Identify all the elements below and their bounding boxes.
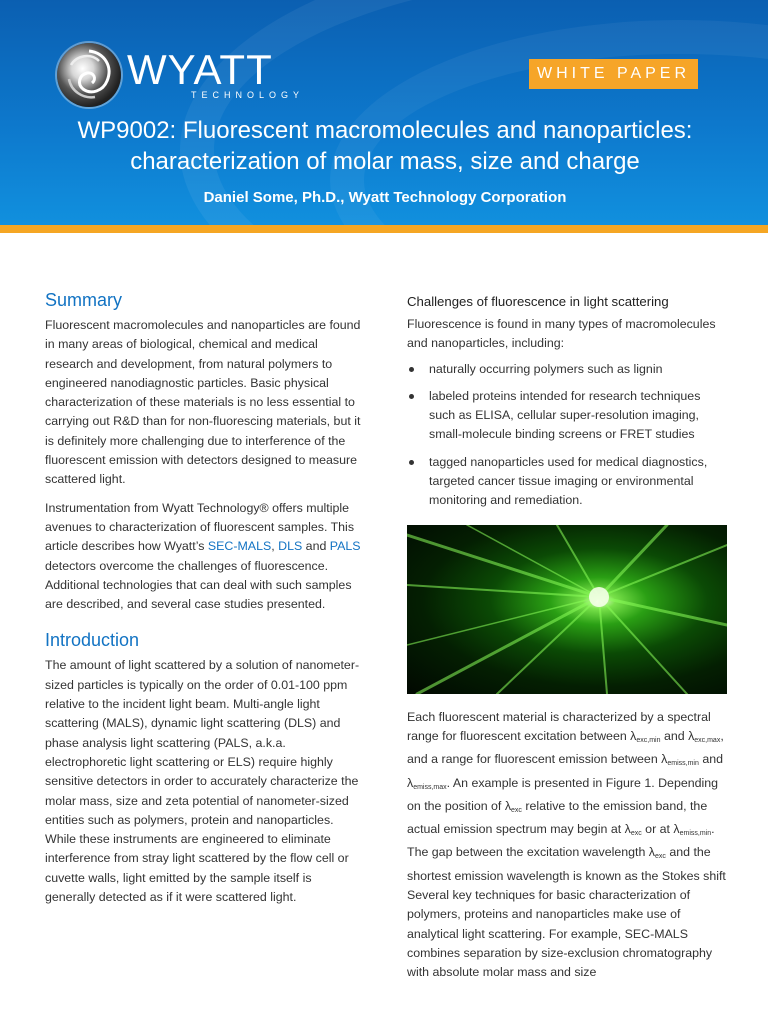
- lambda-symbol: λ: [630, 728, 637, 743]
- spectral-text: Each fluorescent material is characterized by a spectral range for fluorescent excitation between: [407, 709, 711, 743]
- header-accent-bar: [0, 225, 768, 233]
- logo-swirl-icon: [57, 43, 121, 107]
- bullet-icon: [409, 460, 414, 465]
- spectral-paragraph: [407, 708, 727, 983]
- list-item-text: labeled proteins intended for research techniques such as ELISA, cellular super-resolution imaging, small-molecule binding screens or FRET studies: [429, 388, 701, 442]
- header-banner: [0, 0, 768, 225]
- lambda-symbol: λ: [407, 775, 414, 790]
- list-item: [407, 360, 727, 379]
- subscript: emiss,min: [667, 760, 699, 768]
- summary-text: and: [302, 539, 330, 554]
- document-title: [40, 115, 730, 177]
- subscript: exc: [654, 853, 666, 861]
- bullet-icon: [409, 394, 414, 399]
- spectral-text: relative to the emission band, the actual emission spectrum may begin at: [407, 798, 708, 837]
- spectral-text: . The gap between the excitation wavelength: [407, 822, 715, 860]
- summary-heading: Summary: [45, 290, 123, 310]
- summary-paragraph-2: [45, 499, 363, 615]
- challenges-heading: Challenges of fluorescence in light scattering: [407, 294, 669, 309]
- lambda-symbol: λ: [673, 822, 680, 837]
- summary-paragraph-1: Fluorescent macromolecules and nanoparticles are found in many areas of biological, chemical and medical research and development, from natural polymers to engineered nanodiagnostic particles. Basic physical characterization of these materials is no less essential to carrying out R&D than for non-fluorescing materials, but it is definitely more challenging due to interference of the fluorescent emission with detectors designed to measure scattered light.: [45, 318, 361, 487]
- spectral-text: and the shortest emission wavelength is known as the Stokes shift Several key techniques for basic characterization of polymers, proteins and nanoparticles make use of analytical light scattering. For example, SEC-MALS combines separation by size-exclusion chromatography with absolute molar mass and size: [407, 845, 726, 980]
- lambda-symbol: λ: [661, 752, 668, 767]
- lambda-symbol: λ: [504, 798, 512, 813]
- subscript: exc: [630, 830, 642, 838]
- right-column: [407, 292, 727, 992]
- list-item-text: tagged nanoparticles used for medical diagnostics, targeted cancer tissue imaging or environmental monitoring and remediation.: [429, 454, 708, 508]
- spectral-text: and: [698, 752, 724, 767]
- spectral-text: or at: [641, 822, 674, 837]
- subscript: exc,max: [694, 736, 721, 744]
- subscript: emiss,max: [413, 783, 447, 791]
- introduction-paragraph: The amount of light scattered by a solution of nanometer-sized particles is typically on the order of 0.01-100 ppm relative to the incident light beam. Multi-angle light scattering (MALS), dynamic light scattering (DLS) and phase analysis light scattering (PALS, a.k.a. electrophoretic light scattering or ELS) require highly sensitive detectors in order to accurately characterize the molar mass, size and zeta potential of nanometer-sized entities such as polymers, protein and nanoparticles. While these instruments are engineered to eliminate interference from stray light scattered by the flow cell or cuvette walls, light emitted by the sample itself is generally detected as if it were scattered light.: [45, 658, 360, 905]
- fluorescence-list: [407, 360, 727, 511]
- dls-link[interactable]: DLS: [278, 539, 303, 554]
- sec-mals-link[interactable]: SEC-MALS: [207, 539, 272, 554]
- subscript: exc: [511, 806, 522, 814]
- pals-link[interactable]: PALS: [329, 539, 361, 554]
- spectral-text: , and a range for fluorescent emission between: [407, 728, 724, 767]
- introduction-heading: Introduction: [45, 630, 140, 651]
- spectral-text: . An example is presented in Figure 1. Depending on the position of: [407, 775, 719, 813]
- list-item-text: naturally occurring polymers such as lignin: [429, 361, 663, 376]
- summary-text: ,: [271, 539, 279, 554]
- wyatt-logo: [57, 43, 305, 113]
- summary-text: detectors overcome the challenges of fluorescence. Additional technologies that can deal with such samples are described, and several case studies presented.: [45, 558, 352, 612]
- title-line-1: WP9002: Fluorescent macromolecules and nanoparticles:: [77, 117, 693, 144]
- lambda-symbol: λ: [648, 845, 655, 860]
- logo-wordmark: WYATT: [127, 46, 273, 93]
- title-line-2: characterization of molar mass, size and charge: [130, 148, 640, 175]
- subscript: emiss,min: [679, 830, 712, 838]
- challenges-intro: Fluorescence is found in many types of macromolecules and nanoparticles, including:: [407, 317, 716, 351]
- bullet-icon: [409, 367, 414, 372]
- logo-subtitle: TECHNOLOGY: [191, 90, 305, 100]
- lambda-symbol: λ: [624, 822, 631, 837]
- green-laser-image: [407, 525, 727, 694]
- white-paper-badge: WHITE PAPER: [529, 59, 698, 89]
- summary-text: Instrumentation from Wyatt Technology® offers multiple avenues to characterization of fluorescent samples. This article describes how Wyatt’s: [45, 500, 355, 554]
- list-item: [407, 453, 727, 511]
- document-author: Daniel Some, Ph.D., Wyatt Technology Corporation: [203, 189, 567, 206]
- spectral-text: and: [660, 728, 689, 743]
- left-column: [45, 288, 363, 916]
- subscript: exc,min: [636, 736, 661, 744]
- lambda-symbol: λ: [688, 728, 695, 743]
- list-item: [407, 387, 727, 445]
